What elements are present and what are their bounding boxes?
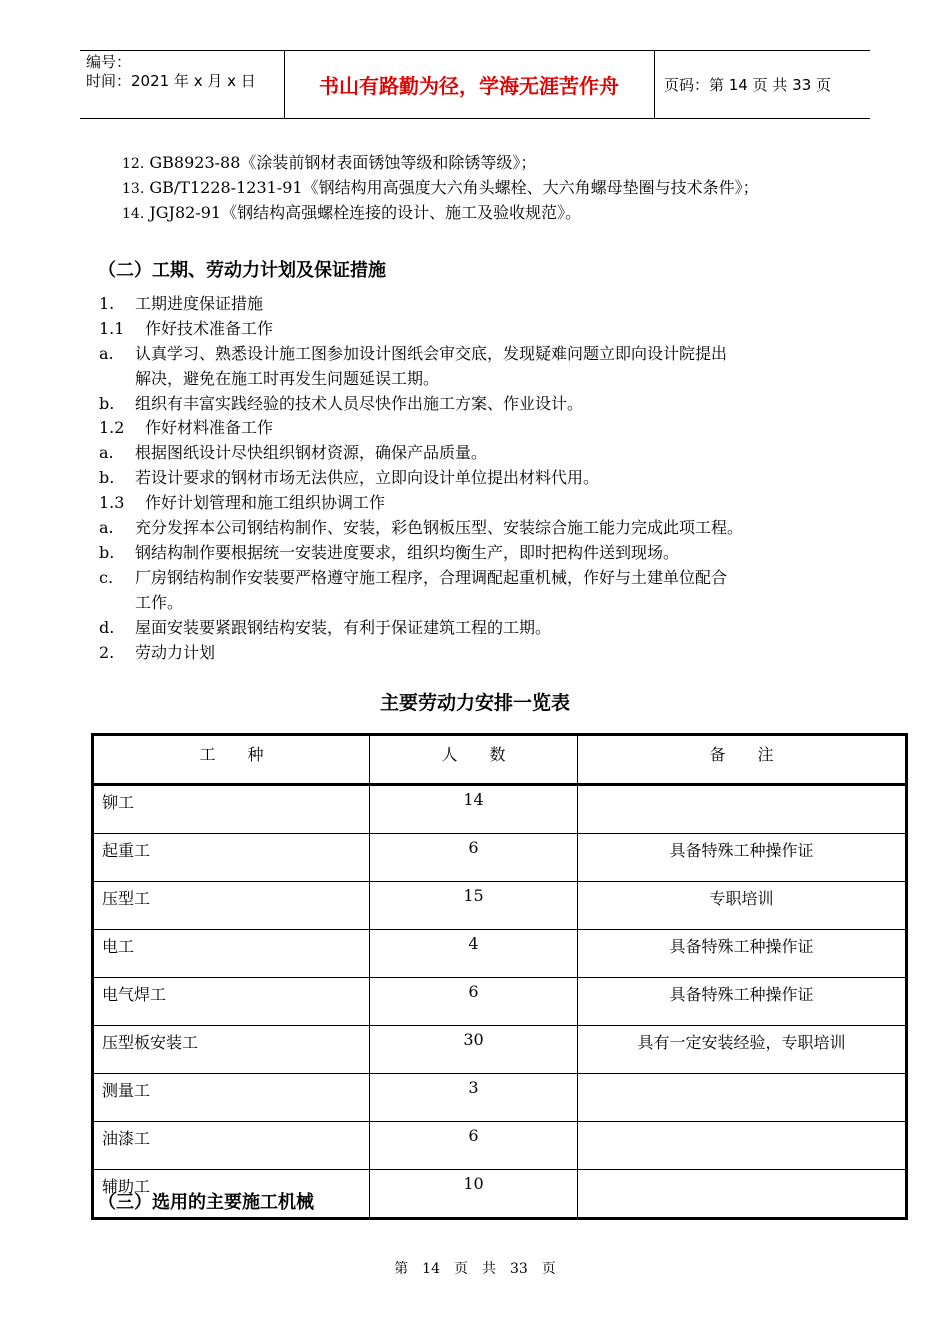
header-bottom-rule	[80, 118, 870, 119]
list-number: 1.2	[99, 418, 125, 437]
list-number: b.	[99, 468, 115, 487]
list-text: GB/T1228-1231-91《钢结构用高强度大六角头螺栓、大六角螺母垫圈与技术条件》；	[149, 178, 759, 197]
table-cell: 具备特殊工种操作证	[578, 834, 907, 882]
header-number-label: 编号：	[86, 53, 132, 71]
list-item	[99, 392, 583, 416]
list-item	[99, 541, 679, 565]
list-number: 1.	[99, 294, 115, 313]
list-number: a.	[99, 518, 114, 537]
table-cell: 起重工	[93, 834, 370, 882]
list-text: 认真学习、熟悉设计施工图参加设计图纸会审交底，发现疑难问题立即向设计院提出	[135, 344, 728, 363]
list-number: 1.3	[99, 493, 125, 512]
list-item	[99, 516, 743, 540]
table-cell: 30	[370, 1026, 578, 1074]
list-item	[122, 151, 536, 176]
list-text: 若设计要求的钢材市场无法供应，立即向设计单位提出材料代用。	[135, 468, 600, 487]
table-cell: 3	[370, 1074, 578, 1122]
table-row	[93, 785, 907, 834]
table-cell	[578, 1170, 907, 1219]
list-item	[99, 616, 551, 640]
list-item	[99, 342, 727, 366]
list-text: 劳动力计划	[135, 643, 216, 662]
header-page-label: 页码：第 14 页 共 33 页	[664, 76, 832, 94]
header-top-rule	[80, 50, 870, 51]
table-row	[93, 834, 907, 882]
page-footer: 第 14 页 共 33 页	[394, 1261, 556, 1277]
list-number: 12.	[122, 156, 145, 172]
table-cell: 14	[370, 785, 578, 834]
list-number: a.	[99, 344, 114, 363]
list-text: JGJ82-91《钢结构高强螺栓连接的设计、施工及验收规范》。	[149, 203, 582, 222]
list-text: 作好材料准备工作	[145, 418, 274, 437]
table-row	[93, 882, 907, 930]
table-cell: 具备特殊工种操作证	[578, 930, 907, 978]
list-number: c.	[99, 568, 114, 587]
list-number: b.	[99, 394, 115, 413]
table-cell: 测量工	[93, 1074, 370, 1122]
list-text: 根据图纸设计尽快组织钢材资源，确保产品质量。	[135, 443, 488, 462]
list-number: d.	[99, 618, 115, 637]
table-cell: 4	[370, 930, 578, 978]
table-cell: 辅助工	[93, 1170, 370, 1219]
table-cell: 具备特殊工种操作证	[578, 978, 907, 1026]
list-item	[99, 416, 273, 440]
table-header-row	[93, 735, 907, 785]
list-number: 1.1	[99, 319, 125, 338]
section-heading: （三）选用的主要施工机械	[98, 1192, 314, 1213]
list-item	[99, 441, 487, 465]
list-text: 钢结构制作要根据统一安装进度要求，组织均衡生产，即时把构件送到现场。	[135, 543, 680, 562]
table-cell: 铆工	[93, 785, 370, 834]
column-header: 人 数	[370, 735, 578, 785]
list-item	[99, 566, 727, 590]
table-row	[93, 930, 907, 978]
list-text: GB8923-88《涂装前钢材表面锈蚀等级和除锈等级》；	[149, 153, 537, 172]
table-cell: 具有一定安装经验，专职培训	[578, 1026, 907, 1074]
list-item	[99, 466, 599, 490]
table-row	[93, 1122, 907, 1170]
table-cell: 电气焊工	[93, 978, 370, 1026]
table-cell	[578, 1122, 907, 1170]
list-continuation: 工作。	[135, 593, 184, 612]
table-title: 主要劳动力安排一览表	[379, 692, 570, 714]
list-continuation: 解决，避免在施工时再发生问题延误工期。	[135, 369, 440, 388]
list-number: 13.	[122, 181, 145, 197]
list-text: 作好计划管理和施工组织协调工作	[145, 493, 386, 512]
list-item	[99, 292, 263, 316]
list-text: 工期进度保证措施	[135, 294, 264, 313]
table-cell: 15	[370, 882, 578, 930]
list-text: 组织有丰富实践经验的技术人员尽快作出施工方案、作业设计。	[135, 394, 584, 413]
table-cell: 电工	[93, 930, 370, 978]
table-cell: 6	[370, 1122, 578, 1170]
section-heading: （二）工期、劳动力计划及保证措施	[98, 260, 386, 281]
list-number: b.	[99, 543, 115, 562]
table-cell: 6	[370, 834, 578, 882]
column-header: 工 种	[93, 735, 370, 785]
list-text: 屋面安装要紧跟钢结构安装，有利于保证建筑工程的工期。	[135, 618, 552, 637]
table-cell: 10	[370, 1170, 578, 1219]
table-cell	[578, 785, 907, 834]
table-cell: 压型板安装工	[93, 1026, 370, 1074]
header-divider	[654, 50, 655, 118]
table-cell: 专职培训	[578, 882, 907, 930]
table-row	[93, 1026, 907, 1074]
list-number: a.	[99, 443, 114, 462]
column-header: 备 注	[578, 735, 907, 785]
labor-table	[91, 733, 908, 1220]
list-item	[122, 176, 759, 201]
list-number: 2.	[99, 643, 115, 662]
list-text: 厂房钢结构制作安装要严格遵守施工程序，合理调配起重机械，作好与土建单位配合	[135, 568, 728, 587]
table-cell	[578, 1074, 907, 1122]
table-cell: 6	[370, 978, 578, 1026]
list-text: 充分发挥本公司钢结构制作、安装，彩色钢板压型、安装综合施工能力完成此项工程。	[135, 518, 744, 537]
list-item	[99, 641, 215, 665]
table-row	[93, 1074, 907, 1122]
list-number: 14.	[122, 206, 145, 222]
list-item	[122, 201, 581, 226]
table-cell: 压型工	[93, 882, 370, 930]
table-cell: 油漆工	[93, 1122, 370, 1170]
header-motto: 书山有路勤为径，学海无涯苦作舟	[319, 74, 619, 98]
list-text: 作好技术准备工作	[145, 319, 274, 338]
list-item	[99, 491, 385, 515]
header-time-label: 时间：2021 年 x 月 x 日	[86, 72, 256, 90]
list-item	[99, 317, 273, 341]
table-row	[93, 978, 907, 1026]
